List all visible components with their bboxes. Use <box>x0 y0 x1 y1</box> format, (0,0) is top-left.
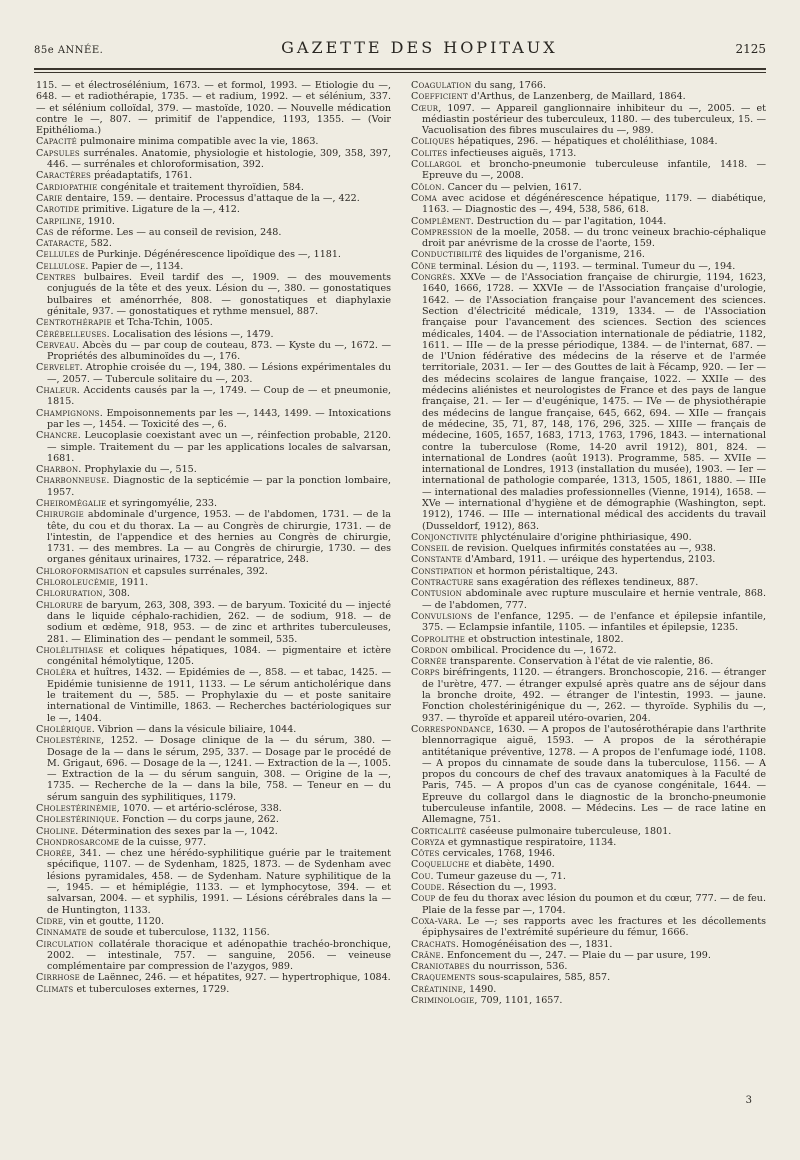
entry-text: . Fonction — du corps jaune, 262. <box>116 814 279 826</box>
entry-text: de baryum, 263, 308, 393. — de baryum. Toxicité du — injecté dans le liquide céphalo-rachidien, 262. — de sodium, 918. — de sodium et œdème, 918, 953. — de zinc et arthrites tuberculeuses, 281. — Elimination des — pendant le sommeil, 535. <box>47 599 391 645</box>
index-entry <box>411 588 766 611</box>
index-entry <box>36 498 391 509</box>
index-entry <box>411 261 766 272</box>
page-number: 2125 <box>735 42 766 56</box>
entry-text: sous-scapulaires, 585, 857. <box>475 972 611 984</box>
entry-heading: Cerveau <box>36 339 76 351</box>
entry-text: . Abcès du — par coup de couteau, 873. — Kyste du —, 1672. — Propriétés des albuminoïdes du —, 176. <box>47 339 391 363</box>
entry-text: et coliques hépatiques, 1084. — pigmentaire et ictère congénital hémolytique, 1205. <box>47 644 391 668</box>
entry-text: de feu du thorax avec lésion du poumon et du cœur, 777. — de feu. Plaie de la fesse par —, 1704. <box>422 893 766 916</box>
entry-heading: Coefficient <box>411 91 468 103</box>
index-entry <box>411 724 766 826</box>
index-entry <box>411 882 766 893</box>
entry-heading: Cirrhose <box>36 972 80 984</box>
index-entry <box>36 803 391 814</box>
entry-heading: Champignons <box>36 407 100 419</box>
entry-heading: Charbonneuse <box>36 475 107 487</box>
index-entry <box>411 577 766 588</box>
entry-heading: Contusion <box>411 588 462 600</box>
entry-text: ombilical. Procidence du —, 1672. <box>448 644 617 656</box>
entry-heading: Carpiline <box>36 215 82 227</box>
entry-heading: Chloroformisation <box>36 565 129 577</box>
entry-text: transparente. Conservation à l'état de vie ralentie, 86. <box>446 656 714 668</box>
entry-heading: Cholélithiase <box>36 644 104 656</box>
entry-text: collatérale thoracique et adénopathie trachéo-bronchique, 2002. — intestinale, 757. — sanguine, 2056. — veineuse complémentaire par compression de l'azygos, 989. <box>47 938 391 973</box>
entry-text: , 308. <box>102 588 130 600</box>
index-entry <box>411 995 766 1006</box>
entry-heading: Craniotabes <box>411 961 470 973</box>
entry-heading: Capsules <box>36 147 80 159</box>
entry-text: et hormon péristaltique, 243. <box>472 565 618 577</box>
entry-heading: Coliques <box>411 136 455 148</box>
entry-heading: Cholestérine <box>36 735 102 747</box>
entry-text: . Prophylaxie du —, 515. <box>78 464 197 476</box>
index-columns <box>36 80 766 1112</box>
entry-heading: Cholestérinémie <box>36 803 117 814</box>
index-entry <box>411 871 766 882</box>
entry-text: biréfringents, 1120. — étrangers. Bronchoscopie, 216. — étranger de l'urètre, 477. — étranger expulsé après quatre ans de séjour dans la bronche droite, 492. — étranger de l'intestin, 1993. — jaune. Fonction cholestérinigénique du —, 262. — thyroïde. Syphilis du —, 937. — thyroïde et appareil utéro-ovarien, 204. <box>422 667 766 724</box>
entry-text: . Cancer du — pelvien, 1617. <box>441 181 582 193</box>
entry-heading: Chirurgie <box>36 509 84 521</box>
entry-text: des liquides de l'organisme, 216. <box>482 249 645 261</box>
entry-text: . Diagnostic de la septicémie — par la ponction lombaire, 1957. <box>47 475 391 498</box>
entry-text: et Tcha-Tchin, 1005. <box>111 317 213 329</box>
entry-text: et syringomyélie, 233. <box>106 497 217 509</box>
entry-text: hépatiques, 296. — hépatiques et cholélithiase, 1084. <box>454 136 718 148</box>
entry-text: . Résection du —, 1993. <box>441 882 557 894</box>
index-entry <box>36 566 391 577</box>
index-entry <box>411 893 766 916</box>
index-entry <box>411 859 766 870</box>
index-entry <box>411 826 766 837</box>
index-entry <box>36 735 391 803</box>
entry-heading: Centres <box>36 272 76 284</box>
index-entry <box>411 961 766 972</box>
index-entry <box>36 227 391 238</box>
index-entry <box>36 826 391 837</box>
index-entry <box>411 984 766 995</box>
entry-heading: Cérébelleuses <box>36 328 107 340</box>
entry-heading: Cône <box>411 260 437 272</box>
entry-heading: Carotide <box>36 204 80 216</box>
index-entry <box>36 667 391 723</box>
index-entry <box>36 148 391 171</box>
entry-text: . Détermination des sexes par la —, 1042. <box>75 825 278 837</box>
index-entry <box>36 216 391 227</box>
index-entry <box>411 148 766 159</box>
index-entry <box>411 667 766 723</box>
page-header <box>34 38 766 64</box>
entry-heading: Chloruration <box>36 588 103 600</box>
entry-heading: Constante <box>411 554 463 566</box>
entry-heading: Corps <box>411 667 440 679</box>
entry-text: de la moelle, 2058. — du tronc veineux brachio-céphalique droit par anévrisme de la crosse de l'aorte, 159. <box>422 226 766 250</box>
index-entry <box>411 532 766 543</box>
index-entry <box>411 182 766 193</box>
index-entry <box>36 430 391 464</box>
index-entry <box>411 193 766 216</box>
entry-heading: Chancre <box>36 430 78 442</box>
index-entry <box>36 136 391 147</box>
entry-text: , 1252. — Dosage clinique de la — du sérum, 380. — Dosage de la — dans le sérum, 295, 337. — Dosage par le procédé de M. Grigaut, 696. — Dosage de la —, 1241. — Extraction de la —, 1005. — Extraction de la — du sérum sanguin, 308. — Origine de la —, 1735. — Recherche de la — dans la bile, 758. — Teneur en — du sérum sanguin des syphilitiques, 1179. <box>47 735 391 803</box>
entry-heading: Cervelet <box>36 362 80 374</box>
index-entry <box>36 170 391 181</box>
entry-heading: Cornée <box>411 656 447 668</box>
index-entry <box>36 249 391 260</box>
entry-text: et gymnastique respiratoire, 1134. <box>444 836 617 848</box>
entry-heading: Coude <box>411 882 442 894</box>
index-entry <box>36 408 391 431</box>
entry-text: de la cuisse, 977. <box>119 836 207 848</box>
index-entry <box>411 136 766 147</box>
entry-heading: Cidre <box>36 915 64 927</box>
entry-text: . Homogénéisation des —, 1831. <box>455 938 613 950</box>
entry-heading: Cinnamate <box>36 927 87 939</box>
entry-heading: Coagulation <box>411 80 472 91</box>
entry-heading: Cou <box>411 870 431 882</box>
entry-text: de revision. Quelques infirmités constatées au —, 938. <box>448 543 716 555</box>
index-entry <box>36 182 391 193</box>
index-entry <box>36 509 391 565</box>
index-entry <box>36 645 391 668</box>
entry-heading: Cellules <box>36 249 80 261</box>
index-entry <box>411 554 766 565</box>
index-entry <box>36 814 391 825</box>
index-entry <box>411 216 766 227</box>
entry-text: et huîtres, 1432. — Epidémies de —, 858. — et tabac, 1425. — Epidémie tunisienne de 1911, 1133. — Le sérum anticholérique dans le traitement du —, 585. — Prophylaxie du — et poste sanitaire international de Vintimille, 1863. — Recherches bactériologiques sur le —, 1404. <box>47 667 391 724</box>
entry-heading: Carie <box>36 192 63 204</box>
index-entry <box>36 80 391 136</box>
index-entry <box>36 464 391 475</box>
entry-text: de Laënnec, 246. — et hépatites, 927. — hypertrophique, 1084. <box>79 972 391 984</box>
entry-text: abdominale avec rupture musculaire et hernie ventrale, 868. — de l'abdomen, 777. <box>422 588 766 611</box>
entry-text: . Destruction du — par l'agitation, 1044. <box>470 215 667 227</box>
entry-heading: Constipation <box>411 565 473 577</box>
index-entry <box>411 80 766 91</box>
entry-text: cervicales, 1768, 1946. <box>439 848 556 860</box>
entry-text: de soude et tuberculose, 1132, 1156. <box>86 927 270 939</box>
entry-heading: Centrothérapie <box>36 317 112 329</box>
entry-heading: Chlorure <box>36 599 83 611</box>
entry-text: phlycténulaire d'origine phthiriasique, 490. <box>477 531 692 543</box>
entry-text: d'Ambard, 1911. — uréique des hypertendus, 2103. <box>462 554 716 566</box>
index-entry <box>36 577 391 588</box>
index-entry <box>36 927 391 938</box>
index-entry <box>411 645 766 656</box>
index-entry <box>411 837 766 848</box>
entry-text: et obstruction intestinale, 1802. <box>465 633 624 645</box>
entry-text: , 341. — chez une hérédo-syphilitique guérie par le traitement spécifique, 1107. — de Sydenham, 1825, 1873. — de Sydenham avec lésions pyramidales, 458. — de Sydenham. Nature syphilitique de la —, 1945. — et hémiplégie, 1133. — et lymphocytose, 394. — et salvarsan, 2004. — et syphilis, 1991. — Lésions cérébrales dans la — de Huntington, 1133. <box>47 848 391 916</box>
entry-heading: Cholérique <box>36 723 92 735</box>
index-entry <box>36 362 391 385</box>
index-entry <box>36 329 391 340</box>
entry-heading: Collargol <box>411 159 462 171</box>
entry-text: . Tumeur gazeuse du —, 71. <box>430 870 566 882</box>
left-column <box>36 80 391 1112</box>
year-label: 85e ANNÉE. <box>34 45 104 56</box>
entry-text: du nourrisson, 536. <box>469 961 568 973</box>
entry-heading: Correspondance <box>411 723 492 735</box>
entry-heading: Cheiromégalie <box>36 497 107 509</box>
index-entry <box>36 204 391 215</box>
entry-heading: Conseil <box>411 543 449 555</box>
entry-text: primitive. Ligature de la —, 412. <box>79 204 240 216</box>
entry-text: , 1490. <box>462 983 497 995</box>
entry-heading: Cardiopathie <box>36 181 98 193</box>
entry-heading: Côtes <box>411 848 440 860</box>
index-entry <box>411 656 766 667</box>
entry-heading: Congrès <box>411 272 453 284</box>
entry-text: . XXVe — de l'Association française de chirurgie, 1194, 1623, 1640, 1666, 1728. — XXVIe — de l'Association française d'urologie, 1642. — de l'Association française pour l'avancement des sciences. Section d'électricité médicale, 1319, 1334. — de l'Association française pour l'avancement des sciences. Section des sciences médicales, 1404. — de l'Association internationale de pédiatrie, 1182, 1611. — IIIe — de la presse périodique, 1384. — de l'internat, 687. — de l'Union fédérative des médecins de la réserve et de l'armée territoriale, 2031. — Ier — des Gouttes de lait à Fécamp, 920. — Ier — des médecins scolaires de langue française, 1022. — XXIIe — des médecins aliénistes et neurologistes de France et des pays de langue française, 21. — Ier — d'eugénique, 1475. — IVe — de physiothérapie des médecins de langue française, 645, 662, 694. — XIIe — français de médecine, 35, 71, 87, 148, 176, 296, 325. — XIIIe — français de médecine, 1605, 1657, 1683, 1713, 1763, 1796, 1843. — international contre la tuberculose (Rome, 14-20 avril 1912), 801, 824. — international de Londres (août 1913). Programme, 585. — XVIIe — international de Londres, 1913 (installation du musée), 1903. — Ier — international de pathologie comparée, 1313, 1505, 1861, 1880. — IIIe — international des maladies professionnelles (Vienne, 1914), 1658. — XVe — international d'hygiène et de démographie (Washington, sept. 1912), 1746. — IIIe — international médical des accidents du travail (Dusseldorf, 1912), 863. <box>422 272 766 532</box>
entry-heading: Crachats <box>411 938 456 950</box>
index-entry <box>411 159 766 182</box>
entry-text: , 582. <box>84 238 112 250</box>
entry-text: . Enfoncement du —, 247. — Plaie du — par usure, 199. <box>440 949 711 961</box>
entry-heading: Cholestérinique <box>36 814 117 826</box>
entry-heading: Créatinine <box>411 983 463 995</box>
entry-text: et capsules surrénales, 392. <box>128 565 268 577</box>
entry-text: 115. — et électrosélénium, 1673. — et formol, 1993. — Etiologie du —, 648. — et radiothérapie, 1735. — et radium, 1992. — et sélénium, 337. — et sélénium colloïdal, 379. — mastoïde, 1020. — Nouvelle médication contre le —, 807. — primitif de l'appendice, 1193, 1355. — (Voir Epithélioma.) <box>36 80 391 137</box>
entry-text: . Papier de —, 1134. <box>85 260 184 272</box>
entry-text: congénitale et traitement thyroïdien, 584. <box>97 181 304 193</box>
entry-text: . Accidents causés par la —, 1749. — Coup de — et pneumonie, 1815. <box>47 385 391 408</box>
index-entry <box>411 249 766 260</box>
entry-heading: Coryza <box>411 836 445 848</box>
entry-text: pulmonaire minima compatible avec la vie, 1863. <box>76 136 319 148</box>
index-entry <box>411 543 766 554</box>
entry-text: d'Arthus, de Lanzenberg, de Maillard, 1864. <box>467 91 686 103</box>
entry-heading: Conjonctivite <box>411 531 478 543</box>
entry-text: , 1910. <box>81 215 115 227</box>
entry-heading: Convulsions <box>411 610 473 622</box>
index-entry <box>411 848 766 859</box>
entry-text: , 1097. — Appareil ganglionnaire inhibiteur du —, 2005. — et médiastin postérieur des tuberculeux, 1180. — des tuberculeux, 15. — Vacuolisation des fibres musculaires du —, 989. <box>422 102 766 137</box>
entry-text: avec acidose et dégénérescence hépatique, 1179. — diabétique, 1163. — Diagnostic des —, 494, 538, 586, 618. <box>422 192 766 216</box>
index-entry <box>411 272 766 532</box>
entry-heading: Conductibilité <box>411 249 483 261</box>
journal-title: GAZETTE DES HOPITAUX <box>281 38 558 57</box>
entry-heading: Cataracte <box>36 238 85 250</box>
index-entry <box>36 272 391 317</box>
index-entry <box>36 385 391 408</box>
entry-heading: Coqueluche <box>411 859 470 871</box>
index-entry <box>36 837 391 848</box>
entry-text: terminal. Lésion du —, 1193. — terminal. Tumeur du —, 194. <box>436 260 736 272</box>
index-entry <box>36 600 391 645</box>
entry-heading: Colites <box>411 147 448 159</box>
entry-heading: Cas <box>36 226 54 238</box>
entry-text: . Localisation des lésions —, 1479. <box>106 328 274 340</box>
index-entry <box>36 317 391 328</box>
entry-heading: Coprolithe <box>411 633 466 645</box>
index-entry <box>36 939 391 973</box>
entry-text: et broncho-pneumonie tuberculeuse infantile, 1418. — Epreuve du —, 2008. <box>422 159 766 182</box>
index-entry <box>36 916 391 927</box>
header-rule-thick <box>34 68 766 70</box>
entry-text: de Purkinje. Dégénérescence lipoïdique des —, 1181. <box>79 249 341 261</box>
entry-heading: Complément <box>411 215 471 227</box>
entry-heading: Crâne <box>411 949 441 961</box>
index-entry <box>36 475 391 498</box>
index-entry <box>36 340 391 363</box>
entry-text: , vin et goutte, 1120. <box>63 915 165 927</box>
entry-text: préadaptatifs, 1761. <box>91 170 193 182</box>
entry-text: . Atrophie croisée du —, 194, 380. — Lésions expérimentales du —, 2057. — Tubercule solitaire du —, 203. <box>47 362 391 385</box>
index-entry <box>411 972 766 983</box>
entry-heading: Craquements <box>411 972 476 984</box>
index-entry <box>411 916 766 939</box>
entry-heading: Chorée <box>36 848 72 860</box>
index-entry <box>36 193 391 204</box>
entry-heading: Cellulose <box>36 260 86 272</box>
index-entry <box>411 950 766 961</box>
entry-text: . Leucoplasie coexistant avec un —, réinfection probable, 2120. — simple. Traitement du — par les applications locales de salvarsan, 1681. <box>47 430 391 464</box>
entry-text: , 709, 1101, 1657. <box>474 995 563 1007</box>
entry-text: . Vibrion — dans la vésicule biliaire, 1044. <box>91 723 297 735</box>
entry-heading: Compression <box>411 226 473 238</box>
index-entry <box>411 103 766 137</box>
entry-text: de l'enfance, 1295. — de l'enfance et épilepsie infantile, 375. — Eclampsie infantile, 1105. — infantiles et épilepsie, 1235. <box>422 610 766 634</box>
index-entry <box>411 611 766 634</box>
entry-heading: Criminologie <box>411 995 475 1007</box>
index-entry <box>36 238 391 249</box>
entry-text: . Le —; ses rapports avec les fractures et les décollements épiphysaires de l'extrémité supérieure du fémur, 1666. <box>422 915 766 939</box>
entry-text: bulbaires. Eveil tardif des —, 1909. — des mouvements conjugués de la tête et des yeux. Lésion du —, 380. — gonostatiques bulbaires et aménorrhée, 808. — gonostatiques et diaphylaxie génitale, 937. — gonostatiques et rythme mensuel, 887. <box>47 272 391 317</box>
index-entry <box>36 848 391 916</box>
entry-text: de réforme. Les — au conseil de revision, 248. <box>53 226 282 238</box>
entry-text: infectieuses aiguës, 1713. <box>447 147 577 159</box>
entry-text: dentaire, 159. — dentaire. Processus d'attaque de la —, 422. <box>62 192 360 204</box>
index-entry <box>36 724 391 735</box>
entry-heading: Corticalité <box>411 825 467 837</box>
signature-mark: 3 <box>745 1095 752 1106</box>
entry-heading: Coxa-vara <box>411 915 459 927</box>
entry-heading: Chondrosarcome <box>36 836 120 848</box>
entry-heading: Coup <box>411 893 436 905</box>
entry-text: et diabète, 1490. <box>469 859 555 871</box>
index-entry <box>411 634 766 645</box>
entry-heading: Caractères <box>36 170 91 182</box>
entry-text: . Empoisonnements par les —, 1443, 1499. — Intoxications par les —, 1454. — Toxicité des —, 6. <box>47 407 391 430</box>
header-rule-thin <box>34 72 766 73</box>
entry-heading: Cœur <box>411 102 439 114</box>
entry-heading: Choléra <box>36 667 77 679</box>
index-entry <box>411 939 766 950</box>
entry-text: , 1911. <box>114 577 149 589</box>
entry-heading: Chloroleucémie <box>36 577 115 589</box>
entry-heading: Choline <box>36 825 76 837</box>
index-entry <box>411 227 766 250</box>
right-column <box>411 80 766 1112</box>
entry-heading: Cordon <box>411 644 448 656</box>
entry-text: et tuberculoses externes, 1729. <box>73 983 230 995</box>
index-entry <box>36 984 391 995</box>
entry-text: du sang, 1766. <box>471 80 547 91</box>
entry-text: , 1630. — A propos de l'autosérothérapie dans l'arthrite blennorragique aiguë, 1593. — A propos de la sérothérapie antitétanique préventive, 1278. — A propos de l'enfumage iodé, 1108. — A propos du cinnamate de soude dans la tuberculose, 1156. — A propos du concours de chef des travaux anatomiques à la Faculté de Paris, 745. — A propos d'un cas de cyanose congénitale, 1644. — Epreuve du collargol dans le diagnostic de la broncho-pneumonie tuberculeuse infantile, 2008. — Médecins. Les — de race latine en Allemagne, 751. <box>422 723 766 826</box>
index-entry <box>36 588 391 599</box>
entry-heading: Contracture <box>411 577 474 589</box>
entry-heading: Côlon <box>411 181 442 193</box>
entry-text: caséeuse pulmonaire tuberculeuse, 1801. <box>466 825 672 837</box>
entry-text: , 1070. — et artério-sclérose, 338. <box>116 803 282 814</box>
entry-heading: Coma <box>411 192 438 204</box>
index-entry <box>411 91 766 102</box>
entry-heading: Climats <box>36 983 74 995</box>
index-entry <box>411 566 766 577</box>
entry-heading: Capacité <box>36 136 77 148</box>
index-entry <box>36 261 391 272</box>
index-entry <box>36 972 391 983</box>
entry-heading: Charbon <box>36 464 79 476</box>
entry-heading: Circulation <box>36 938 94 950</box>
entry-heading: Chaleur <box>36 385 77 397</box>
entry-text: surrénales. Anatomie, physiologie et histologie, 309, 358, 397, 446. — surrénales et chloroformisation, 392. <box>47 147 391 171</box>
entry-text: sans exagération des réflexes tendineux, 887. <box>473 577 699 589</box>
entry-text: abdominale d'urgence, 1953. — de l'abdomen, 1731. — de la tête, du cou et du thorax. La — au Congrès de chirurgie, 1731. — de l'intestin, de l'appendice et des hernies au Congrès de chirurgie, 1731. — des membres. La — au Congrès de chirurgie, 1730. — des organes génitaux urinaires, 1732. — réparatrice, 248. <box>47 509 391 566</box>
